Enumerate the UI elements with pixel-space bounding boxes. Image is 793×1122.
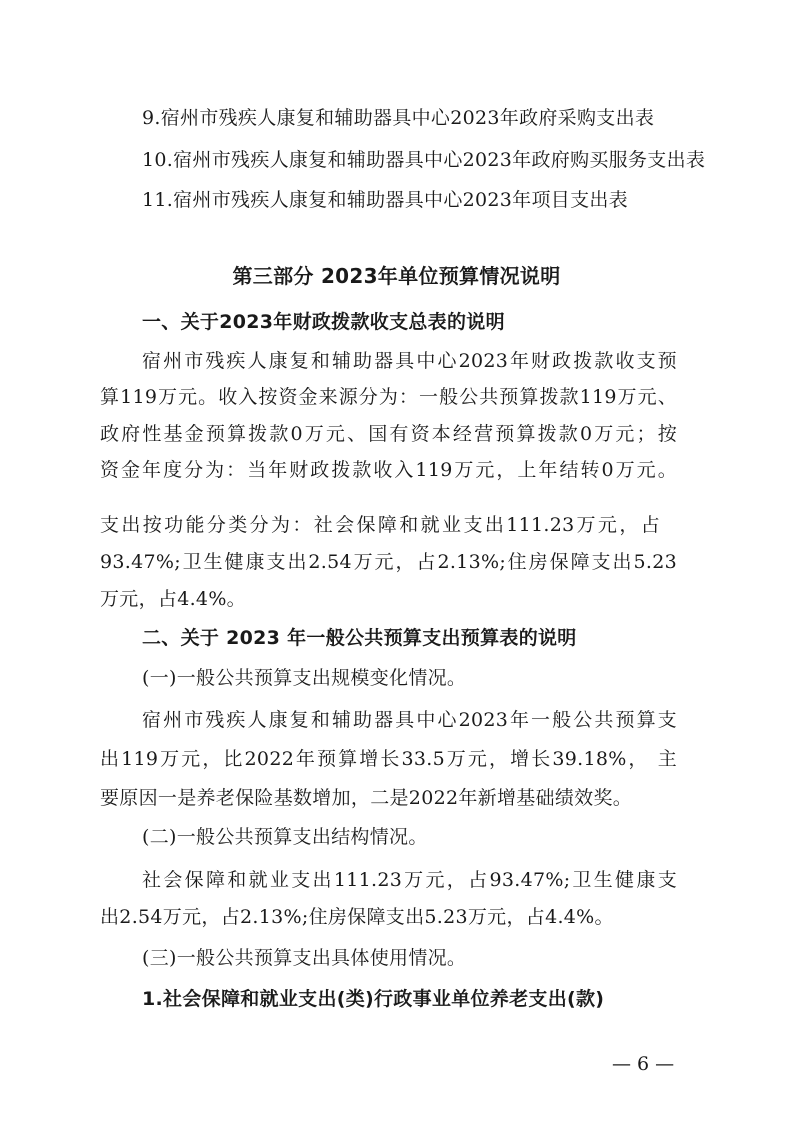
paragraph-line: 出119万元，比2022年预算增长33.5万元，增长39.18%， 主	[100, 748, 677, 770]
item-heading: 1.社会保障和就业支出(类)行政事业单位养老支出(款)	[142, 988, 605, 1010]
paragraph-line: 93.47%;卫生健康支出2.54万元，占2.13%;住房保障支出5.23	[100, 551, 677, 573]
page-number: — 6 —	[612, 1053, 675, 1075]
toc-item: 9.宿州市残疾人康复和辅助器具中心2023年政府采购支出表	[142, 107, 655, 129]
paragraph-line: 要原因一是养老保险基数增加，二是2022年新增基础绩效奖。	[100, 787, 633, 809]
paragraph-line: 政府性基金预算拨款0万元、国有资本经营预算拨款0万元；按	[100, 423, 677, 445]
subsection-title: (二)一般公共预算支出结构情况。	[142, 826, 428, 848]
subsection-title: (三)一般公共预算支出具体使用情况。	[142, 947, 467, 969]
paragraph-line: 出2.54万元，占2.13%;住房保障支出5.23万元，占4.4%。	[100, 906, 614, 928]
section-heading: 一、关于2023年财政拨款收支总表的说明	[142, 311, 505, 333]
paragraph-line: 宿州市残疾人康复和辅助器具中心2023年一般公共预算支	[142, 709, 677, 731]
paragraph-line: 社会保障和就业支出111.23万元，占93.47%;卫生健康支	[142, 869, 677, 891]
paragraph-line: 算119万元。收入按资金来源分为：一般公共预算拨款119万元、	[100, 386, 677, 408]
paragraph-line: 支出按功能分类分为：社会保障和就业支出111.23万元，占	[100, 514, 660, 536]
section-heading: 二、关于 2023 年一般公共预算支出预算表的说明	[142, 627, 577, 649]
toc-item: 10.宿州市残疾人康复和辅助器具中心2023年政府购买服务支出表	[142, 149, 706, 171]
paragraph-line: 万元，占4.4%。	[100, 588, 246, 610]
paragraph-line: 资金年度分为：当年财政拨款收入119万元，上年结转0万元。	[100, 459, 677, 481]
subsection-title: (一)一般公共预算支出规模变化情况。	[142, 667, 467, 689]
part-title: 第三部分 2023年单位预算情况说明	[232, 264, 561, 288]
paragraph-line: 宿州市残疾人康复和辅助器具中心2023年财政拨款收支预	[142, 350, 677, 372]
toc-item: 11.宿州市残疾人康复和辅助器具中心2023年项目支出表	[142, 189, 628, 211]
